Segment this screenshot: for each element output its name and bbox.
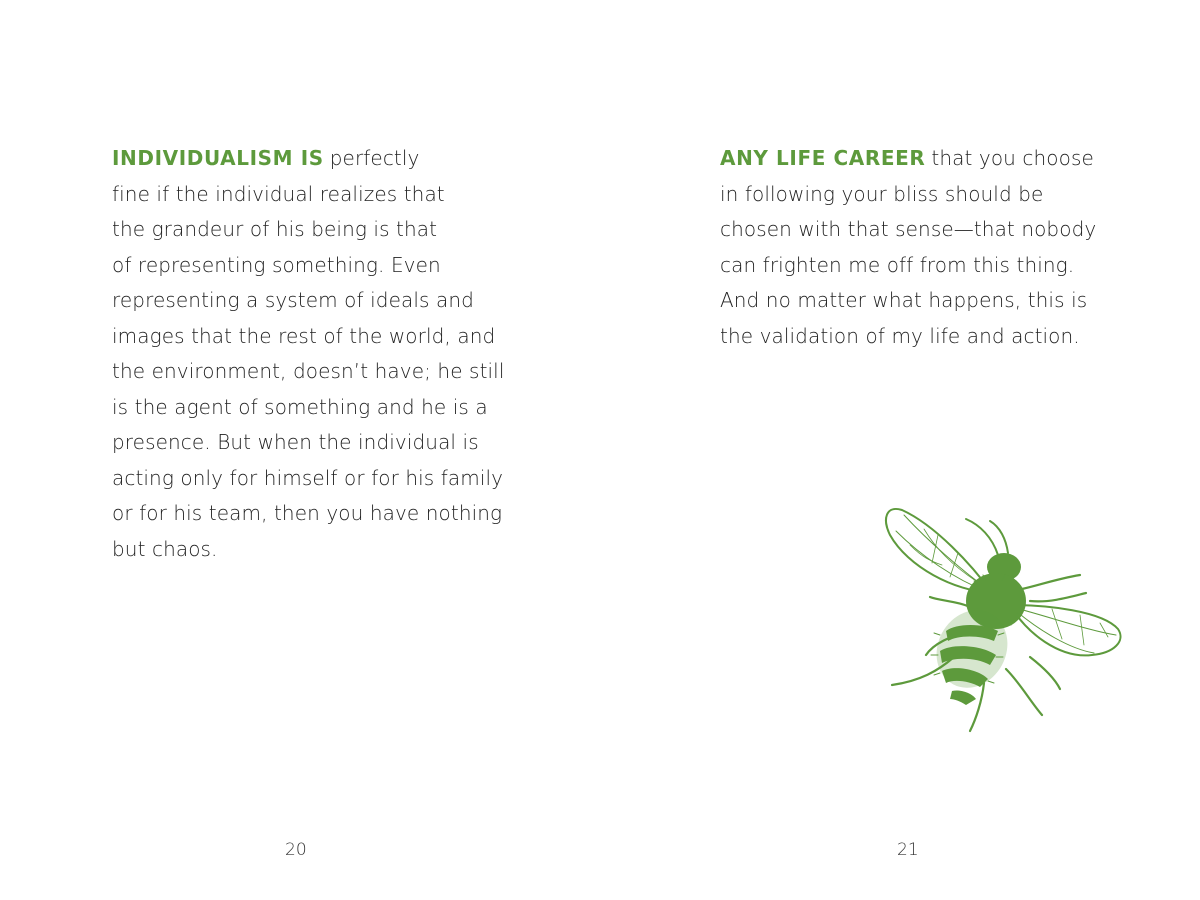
- passage-line: but chaos.: [112, 536, 218, 561]
- passage-line-text: perfectly: [329, 146, 420, 170]
- passage-line: the environment, doesn’t have; he still: [112, 359, 505, 383]
- passage-lead: INDIVIDUALISM IS: [112, 146, 324, 170]
- passage-line-text: that you choose: [931, 146, 1094, 170]
- bee-illustration: [880, 505, 1125, 735]
- passage-line: of representing something. Even: [112, 252, 441, 277]
- passage-line: images that the rest of the world, and: [112, 323, 496, 348]
- passage-line: can frighten me off from this thing.: [720, 252, 1075, 277]
- passage-line: or for his team, then you have nothing: [112, 501, 503, 525]
- page-number: 21: [897, 840, 919, 860]
- bee-wing-lower: [1010, 605, 1120, 655]
- passage-line: acting only for himself or for his family: [112, 465, 504, 490]
- passage-line: fine if the individual realizes that: [112, 181, 445, 206]
- bee-body: [923, 553, 1026, 705]
- passage-line: chosen with that sense—that nobody: [720, 217, 1097, 241]
- right-page: [600, 0, 1200, 900]
- passage-line: [112, 141, 492, 177]
- passage-line: in following your bliss should be: [720, 181, 1044, 206]
- page-number: 20: [285, 840, 307, 860]
- left-passage: [112, 141, 505, 567]
- passage-line: [720, 141, 1100, 177]
- passage-lead: ANY LIFE CAREER: [720, 146, 926, 170]
- passage-line: the grandeur of his being is that: [112, 217, 438, 241]
- passage-line: is the agent of something and he is a: [112, 394, 488, 419]
- passage-line: representing a system of ideals and: [112, 288, 474, 312]
- passage-line: presence. But when the individual is: [112, 430, 479, 454]
- passage-line: the validation of my life and action.: [720, 323, 1080, 348]
- right-passage: [720, 141, 1100, 354]
- passage-line: And no matter what happens, this is: [720, 288, 1088, 312]
